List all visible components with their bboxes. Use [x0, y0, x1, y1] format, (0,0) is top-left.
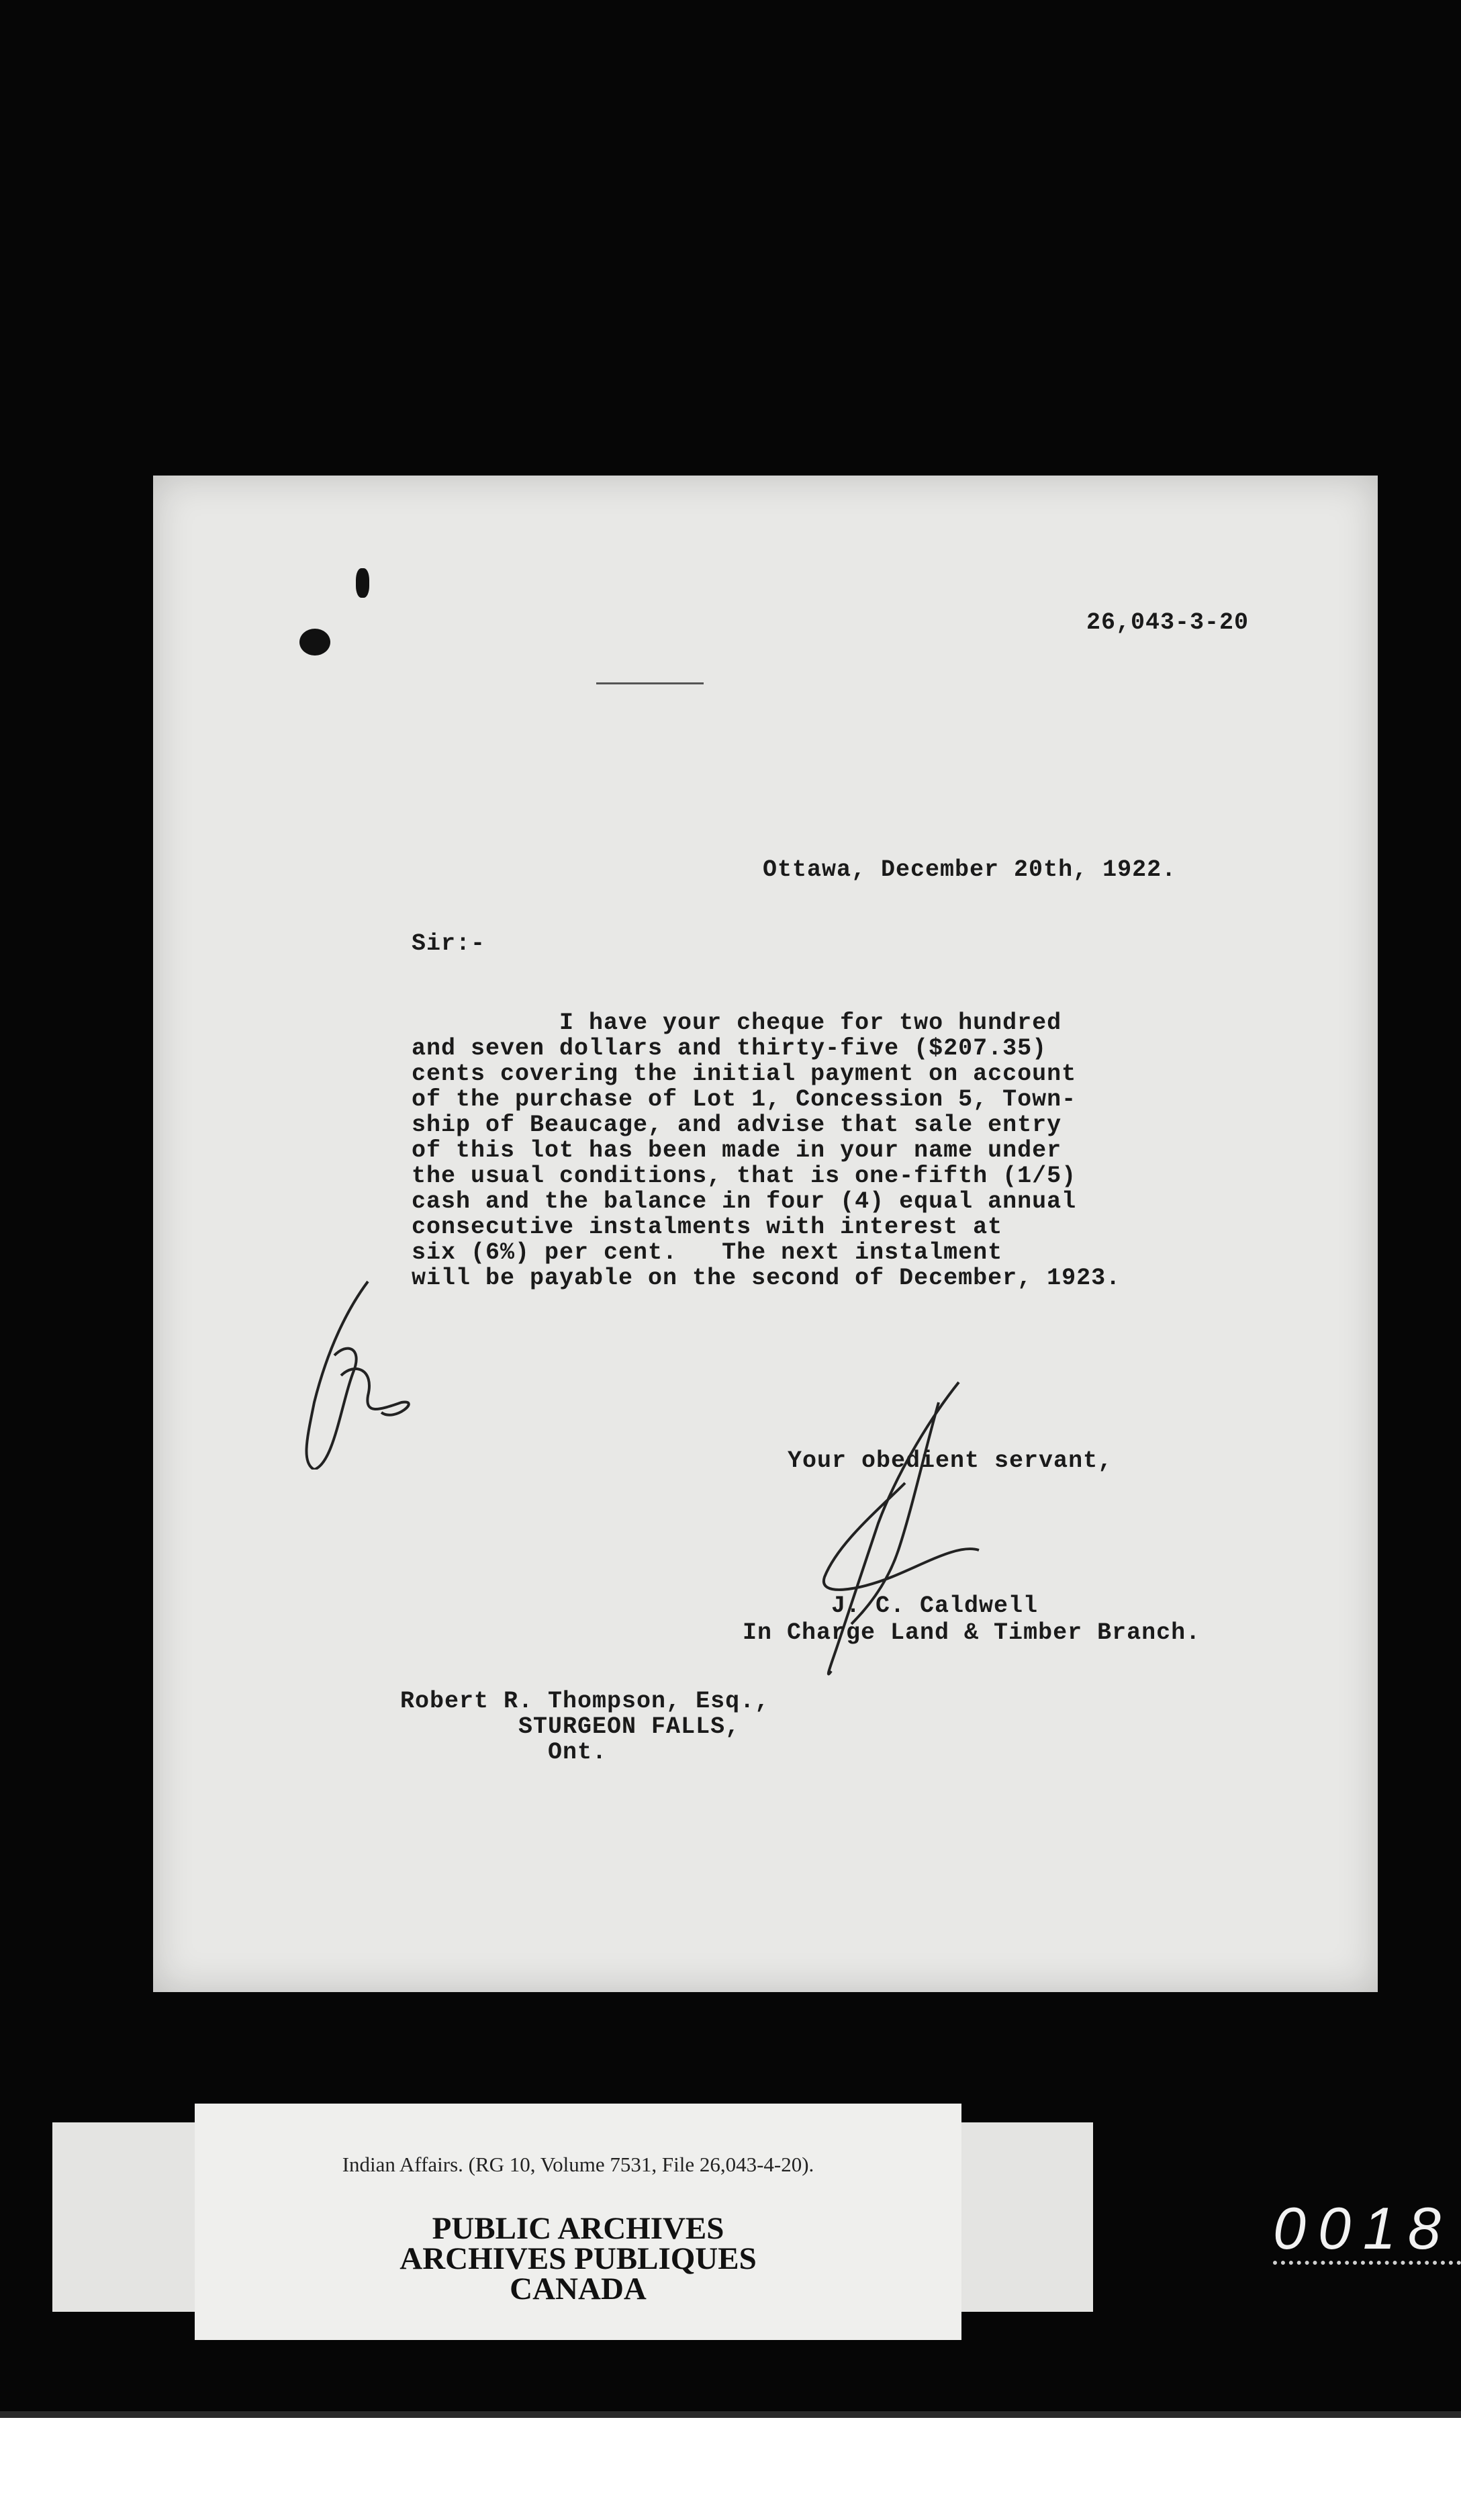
archive-citation: Indian Affairs. (RG 10, Volume 7531, File 26,043-4-20). [342, 2153, 814, 2176]
body-line: will be payable on the second of December, 1923. [412, 1265, 1121, 1292]
addressee-line: Robert R. Thompson, Esq., [400, 1688, 770, 1715]
body-line: of this lot has been made in your name under [412, 1137, 1062, 1164]
dateline: Ottawa, December 20th, 1922. [763, 856, 1177, 883]
signatory-title: In Charge Land & Timber Branch. [743, 1619, 1201, 1646]
body-line: cash and the balance in four (4) equal annual [412, 1188, 1077, 1215]
punch-mark [299, 629, 330, 656]
frame-counter: 0018 [1273, 2196, 1461, 2265]
archive-title-en: PUBLIC ARCHIVES [432, 2211, 724, 2246]
page-margin [0, 2418, 1461, 2520]
body-line: the usual conditions, that is one-fifth (1/5) [412, 1163, 1077, 1189]
body-line: ship of Beaucage, and advise that sale entry [412, 1112, 1062, 1138]
punch-mark [356, 568, 369, 598]
archive-title-fr: ARCHIVES PUBLIQUES [399, 2241, 757, 2276]
body-line: of the purchase of Lot 1, Concession 5, Town- [412, 1086, 1077, 1113]
file-reference: 26,043-3-20 [1086, 609, 1250, 636]
body-line: I have your cheque for two hundred [412, 1009, 1062, 1036]
divider-line [596, 682, 704, 684]
salutation: Sir:- [412, 930, 486, 957]
body-line: and seven dollars and thirty-five ($207.35) [412, 1035, 1047, 1062]
body-line: six (6%) per cent. The next instalment [412, 1239, 1003, 1266]
signatory-name: J. C. Caldwell [831, 1592, 1039, 1619]
addressee-line: STURGEON FALLS, [400, 1713, 741, 1740]
body-line: consecutive instalments with interest at [412, 1214, 1003, 1241]
body-line: cents covering the initial payment on account [412, 1061, 1077, 1087]
film-edge [0, 2411, 1461, 2418]
archive-country: CANADA [510, 2271, 647, 2306]
letter-page [153, 476, 1378, 1992]
handwritten-initials [287, 1268, 449, 1470]
addressee-line: Ont. [400, 1739, 608, 1766]
closing-line: Your obedient servant, [788, 1447, 1113, 1474]
